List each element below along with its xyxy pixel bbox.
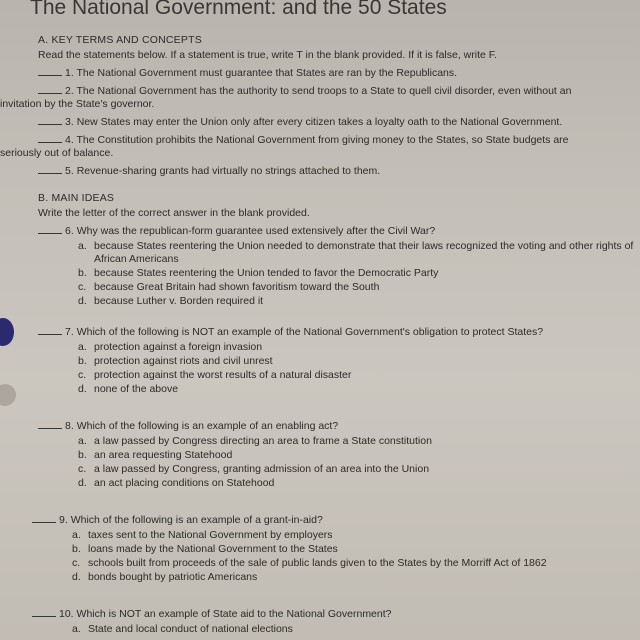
question-number: 6. [65,225,74,237]
option-7b [78,355,636,368]
option-letter: b. [78,267,87,279]
option-letter: c. [78,463,87,475]
option-text: schools built from proceeds of the sale of public lands given to the States by the Morriff Act of 1862 [88,557,547,569]
answer-blank-2[interactable] [38,84,62,94]
option-letter: d. [78,383,87,395]
statement-text: Revenue-sharing grants had virtually no strings attached to them. [76,165,381,177]
option-text: bonds bought by patriotic Americans [88,571,258,583]
question-text: Which of the following is an example of a grant-in-aid? [70,514,323,526]
answer-blank-10[interactable] [32,607,56,617]
question-text: Why was the republican-form guarantee used extensively after the Civil War? [76,225,436,237]
option-9d [72,571,636,584]
question-8 [38,419,636,490]
option-text: protection against riots and civil unrest [94,355,273,367]
statement-number: 2. [65,85,74,97]
answer-blank-1[interactable] [38,66,62,76]
question-9 [32,513,636,584]
question-text: Which of the following is an example of an enabling act? [76,420,339,432]
statement-number: 3. [65,116,74,128]
statement-4 [0,133,636,160]
option-6b [78,267,636,280]
option-text: because States reentering the Union needed to demonstrate that their laws recognized the voting and other rights of African Americans [94,240,634,265]
answer-blank-5[interactable] [38,164,62,174]
statement-continuation: seriously out of balance. [0,147,114,159]
option-6d [78,295,636,308]
paper-smudge [0,384,16,406]
hole-punch-mark [0,318,14,346]
statement-text: The National Government has the authority to send troops to a State to quell civil disorder, even without an [76,85,572,97]
option-text: taxes sent to the National Government by employers [88,529,333,541]
option-6a [78,240,636,266]
statement-number: 1. [65,67,74,79]
answer-blank-7[interactable] [38,325,62,335]
option-10a [72,623,636,636]
option-9a [72,529,636,542]
answer-blank-8[interactable] [38,419,62,429]
section-a-instructions: Read the statements below. If a statement is true, write T in the blank provided. If it is false, write F. [38,49,497,61]
statement-number: 5. [65,165,74,177]
statement-number: 4. [65,134,74,146]
option-text: because Great Britain had shown favoritism toward the South [94,281,380,293]
option-text: State and local conduct of national elections [88,623,293,635]
section-b-instructions: Write the letter of the correct answer in the blank provided. [38,207,310,219]
option-text: none of the above [94,383,179,395]
option-9c [72,557,636,570]
question-number: 10. [59,608,74,620]
answer-blank-9[interactable] [32,513,56,523]
answer-blank-4[interactable] [38,133,62,143]
option-6c [78,281,636,294]
option-letter: a. [72,623,81,635]
option-7d [78,383,636,396]
option-text: loans made by the National Government to the States [88,543,338,555]
option-text: a law passed by Congress directing an area to frame a State constitution [94,435,432,447]
option-letter: c. [78,369,87,381]
option-8a [78,435,636,448]
question-number: 7. [65,326,74,338]
statement-text: New States may enter the Union only after every citizen takes a loyalty oath to the National Government. [76,116,563,128]
option-letter: b. [78,355,87,367]
option-letter: b. [78,449,87,461]
option-letter: a. [78,240,87,252]
option-text: an area requesting Statehood [94,449,233,461]
statement-continuation: invitation by the State's governor. [0,98,155,110]
option-letter: a. [78,435,87,447]
option-8c [78,463,636,476]
option-text: protection against the worst results of a natural disaster [94,369,352,381]
option-8b [78,449,636,462]
option-letter: c. [78,281,87,293]
section-a-heading: A. KEY TERMS AND CONCEPTS [38,34,202,46]
option-9b [72,543,636,556]
option-text: an act placing conditions on Statehood [94,477,275,489]
option-letter: c. [72,557,81,569]
answer-blank-3[interactable] [38,115,62,125]
option-letter: b. [72,543,81,555]
question-10 [32,607,636,636]
question-text: Which is NOT an example of State aid to the National Government? [76,608,392,620]
statement-text: The Constitution prohibits the National Government from giving money to the States, so State budgets are [76,134,569,146]
answer-blank-6[interactable] [38,224,62,234]
option-letter: d. [72,571,81,583]
section-b-heading: B. MAIN IDEAS [38,192,115,204]
option-text: because Luther v. Borden required it [94,295,264,307]
option-7a [78,341,636,354]
question-7 [38,325,636,396]
question-text: Which of the following is NOT an example of the National Government's obligation to protect States? [76,326,544,338]
option-text: because States reentering the Union tended to favor the Democratic Party [94,267,439,279]
statement-2 [0,84,636,111]
option-text: protection against a foreign invasion [94,341,263,353]
option-letter: d. [78,477,87,489]
question-number: 9. [59,514,68,526]
question-6 [38,224,636,308]
statement-3 [38,115,636,129]
question-number: 8. [65,420,74,432]
statement-5 [38,164,636,178]
option-8d [78,477,636,490]
page-title: The National Government: and the 50 States [30,0,447,19]
option-letter: a. [78,341,87,353]
option-letter: d. [78,295,87,307]
option-letter: a. [72,529,81,541]
option-7c [78,369,636,382]
option-text: a law passed by Congress, granting admission of an area into the Union [94,463,430,475]
statement-1 [38,66,636,80]
statement-text: The National Government must guarantee that States are ran by the Republicans. [76,67,458,79]
